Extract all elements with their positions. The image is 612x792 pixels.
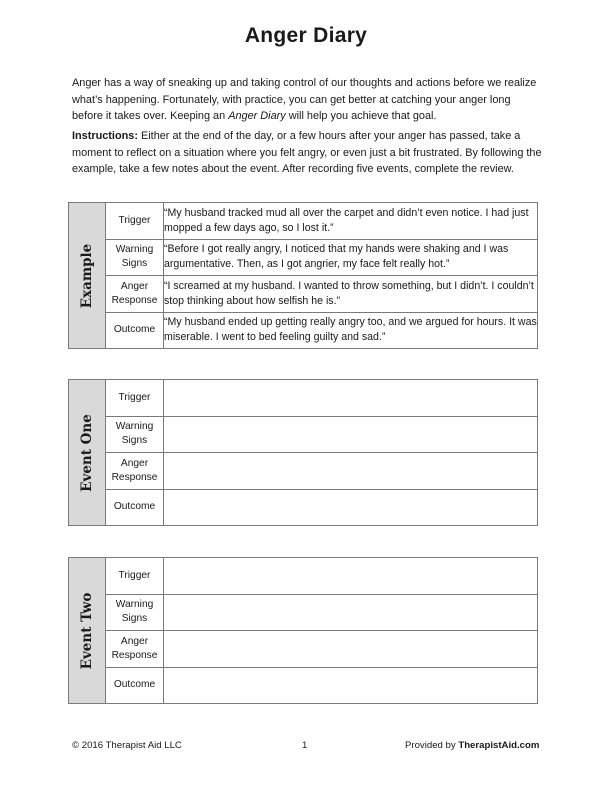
event-one-side-label: Event One — [79, 413, 95, 492]
trigger-label: Trigger — [106, 380, 164, 417]
response-label-line1: Anger — [120, 457, 149, 469]
footer-provided-text: Provided by — [405, 740, 459, 751]
response-label-line2: Response — [111, 649, 158, 661]
example-side-label: Example — [79, 243, 95, 308]
response-label-line1: Anger — [120, 280, 149, 292]
example-response-text: “I screamed at my husband. I wanted to throw something, but I didn’t. I couldn’t stop thinking about how selfish he is.” — [164, 276, 538, 313]
outcome-label: Outcome — [106, 312, 164, 349]
instructions-label: Instructions: — [72, 130, 138, 142]
anger-response-label — [106, 276, 164, 313]
outcome-label: Outcome — [106, 489, 164, 526]
instructions-text: Either at the end of the day, or a few hours after your anger has passed, take a moment to reflect on a situation where you felt angry, or even just a bit frustrated. By following the example, take a few notes about the event. After recording five events, complete the review. — [72, 130, 542, 176]
event-two-trigger-field[interactable] — [164, 558, 538, 595]
warning-label-line2: Signs — [121, 435, 148, 447]
warning-label-line1: Warning — [115, 599, 154, 611]
outcome-label: Outcome — [106, 667, 164, 704]
trigger-label: Trigger — [106, 558, 164, 595]
event-one-table — [68, 379, 538, 526]
response-label-line1: Anger — [120, 635, 149, 647]
warning-signs-label — [106, 239, 164, 276]
intro-text-2: will help you achieve that goal. — [285, 110, 437, 123]
event-one-response-field[interactable] — [164, 453, 538, 490]
example-warning-text: “Before I got really angry, I noticed that my hands were shaking and I was argumentative. Then, as I got angrier, my face felt really hot.” — [164, 239, 538, 276]
warning-label-line1: Warning — [115, 421, 154, 433]
footer-copyright: © 2016 Therapist Aid LLC — [72, 740, 182, 751]
footer-site-link[interactable]: TherapistAid.com — [458, 740, 540, 751]
warning-label-line2: Signs — [121, 613, 148, 625]
response-label-line2: Response — [111, 294, 158, 306]
example-side-cell — [69, 203, 106, 349]
event-two-response-field[interactable] — [164, 631, 538, 668]
event-two-outcome-field[interactable] — [164, 667, 538, 704]
event-one-side-cell — [69, 380, 106, 526]
intro-text-1: Anger has a way of sneaking up and taking control of our thoughts and actions before we realize what’s happening. Fortunately, with practice, you can get better at catching your anger long before it takes over. Keeping an — [72, 77, 537, 123]
warning-signs-label — [106, 416, 164, 453]
instructions-paragraph — [72, 128, 542, 178]
warning-label-line2: Signs — [121, 258, 148, 270]
event-one-outcome-field[interactable] — [164, 489, 538, 526]
intro-italic: Anger Diary — [228, 110, 286, 123]
warning-signs-label — [106, 594, 164, 631]
event-two-warning-field[interactable] — [164, 594, 538, 631]
example-outcome-text: “My husband ended up getting really angry too, and we argued for hours. It was miserable. I went to bed feeling guilty and sad.” — [164, 312, 538, 349]
anger-response-label — [106, 453, 164, 490]
page-title: Anger Diary — [244, 24, 368, 47]
event-two-side-cell — [69, 558, 106, 704]
event-two-table — [68, 557, 538, 704]
intro-paragraph — [72, 75, 542, 125]
example-trigger-text: “My husband tracked mud all over the carpet and didn’t even notice. I had just mopped a few days ago, so I lost it.” — [164, 203, 538, 240]
warning-label-line1: Warning — [115, 244, 154, 256]
footer-page-number: 1 — [302, 740, 308, 751]
example-table — [68, 202, 538, 349]
anger-response-label — [106, 631, 164, 668]
response-label-line2: Response — [111, 471, 158, 483]
footer-provided-by — [405, 740, 539, 751]
event-one-trigger-field[interactable] — [164, 380, 538, 417]
event-one-warning-field[interactable] — [164, 416, 538, 453]
trigger-label: Trigger — [106, 203, 164, 240]
event-two-side-label: Event Two — [79, 592, 95, 669]
